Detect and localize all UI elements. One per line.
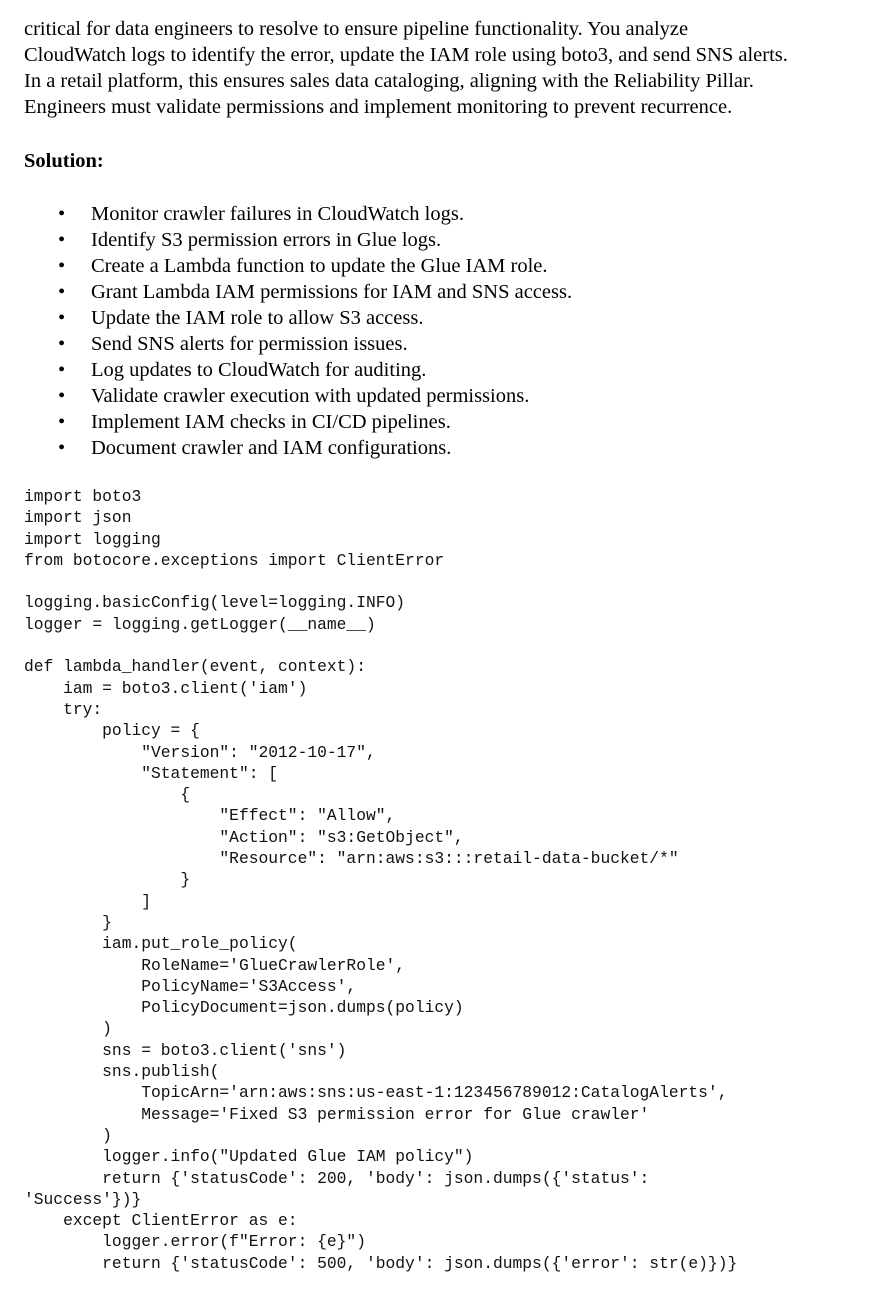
code-line: import json — [24, 508, 132, 528]
bullet-glyph: • — [58, 281, 66, 303]
bullet-glyph: • — [58, 307, 66, 329]
solution-step-text: Send SNS alerts for permission issues. — [91, 333, 408, 355]
code-line: RoleName='GlueCrawlerRole', — [24, 955, 406, 975]
intro-line: In a retail platform, this ensures sales data cataloging, aligning with the Reliability Pillar. — [24, 70, 754, 92]
code-line: 'Success'})} — [24, 1189, 142, 1209]
code-line: import logging — [24, 529, 161, 549]
bullet-glyph: • — [58, 411, 66, 433]
code-line: iam.put_role_policy( — [24, 934, 298, 954]
intro-line: critical for data engineers to resolve to ensure pipeline functionality. You analyze — [24, 18, 689, 40]
solution-step-text: Log updates to CloudWatch for auditing. — [91, 359, 427, 381]
code-line: logging.basicConfig(level=logging.INFO) — [24, 593, 406, 613]
code-line: TopicArn='arn:aws:sns:us-east-1:123456789012:CatalogAlerts', — [24, 1083, 728, 1103]
code-line: logger.info("Updated Glue IAM policy") — [24, 1147, 474, 1167]
code-line: PolicyDocument=json.dumps(policy) — [24, 998, 464, 1018]
code-line: } — [24, 912, 112, 932]
solution-step-text: Create a Lambda function to update the Glue IAM role. — [91, 255, 548, 277]
intro-paragraph — [24, 16, 884, 120]
code-line: except ClientError as e: — [24, 1211, 298, 1231]
code-line: def lambda_handler(event, context): — [24, 657, 366, 677]
code-line: "Effect": "Allow", — [24, 806, 396, 826]
code-line: PolicyName='S3Access', — [24, 976, 357, 996]
code-line: return {'statusCode': 200, 'body': json.dumps({'status': — [24, 1168, 650, 1188]
bullet-glyph: • — [58, 203, 66, 225]
code-line: Message='Fixed S3 permission error for Glue crawler' — [24, 1104, 650, 1124]
bullet-glyph: • — [58, 255, 66, 277]
solution-step-text: Validate crawler execution with updated permissions. — [91, 385, 530, 407]
solution-step-text: Grant Lambda IAM permissions for IAM and SNS access. — [91, 281, 573, 303]
code-line: logger.error(f"Error: {e}") — [24, 1232, 366, 1252]
code-line: import boto3 — [24, 487, 142, 506]
code-line: ) — [24, 1019, 112, 1039]
code-line: iam = boto3.client('iam') — [24, 678, 308, 698]
code-line: sns.publish( — [24, 1062, 220, 1082]
solution-heading: Solution: — [24, 150, 104, 172]
code-line: } — [24, 870, 191, 890]
code-line: sns = boto3.client('sns') — [24, 1040, 347, 1060]
solution-step-text: Identify S3 permission errors in Glue logs. — [91, 229, 442, 251]
code-block — [24, 486, 737, 1274]
solution-step-text: Document crawler and IAM configurations. — [91, 437, 452, 459]
solution-step-text: Update the IAM role to allow S3 access. — [91, 307, 424, 329]
code-line: "Statement": [ — [24, 763, 279, 783]
bullet-glyph: • — [58, 359, 66, 381]
code-line: from botocore.exceptions import ClientError — [24, 550, 445, 570]
code-line: ) — [24, 1125, 112, 1145]
code-line: "Resource": "arn:aws:s3:::retail-data-bucket/*" — [24, 849, 679, 869]
code-line: policy = { — [24, 721, 200, 741]
code-line: { — [24, 785, 191, 805]
code-line: "Version": "2012-10-17", — [24, 742, 376, 762]
solution-step-text: Monitor crawler failures in CloudWatch logs. — [91, 203, 464, 225]
bullet-glyph: • — [58, 385, 66, 407]
solution-step-text: Implement IAM checks in CI/CD pipelines. — [91, 411, 451, 433]
bullet-glyph: • — [58, 229, 66, 251]
intro-line: Engineers must validate permissions and implement monitoring to prevent recurrence. — [24, 96, 733, 118]
code-line: return {'statusCode': 500, 'body': json.dumps({'error': str(e)})} — [24, 1253, 738, 1273]
code-line: ] — [24, 891, 152, 911]
code-line: logger = logging.getLogger(__name__) — [24, 614, 376, 634]
bullet-glyph: • — [58, 333, 66, 355]
code-line: "Action": "s3:GetObject", — [24, 827, 464, 847]
bullet-glyph: • — [58, 437, 66, 459]
intro-line: CloudWatch logs to identify the error, update the IAM role using boto3, and send SNS alerts. — [24, 44, 788, 66]
code-line: try: — [24, 699, 103, 719]
